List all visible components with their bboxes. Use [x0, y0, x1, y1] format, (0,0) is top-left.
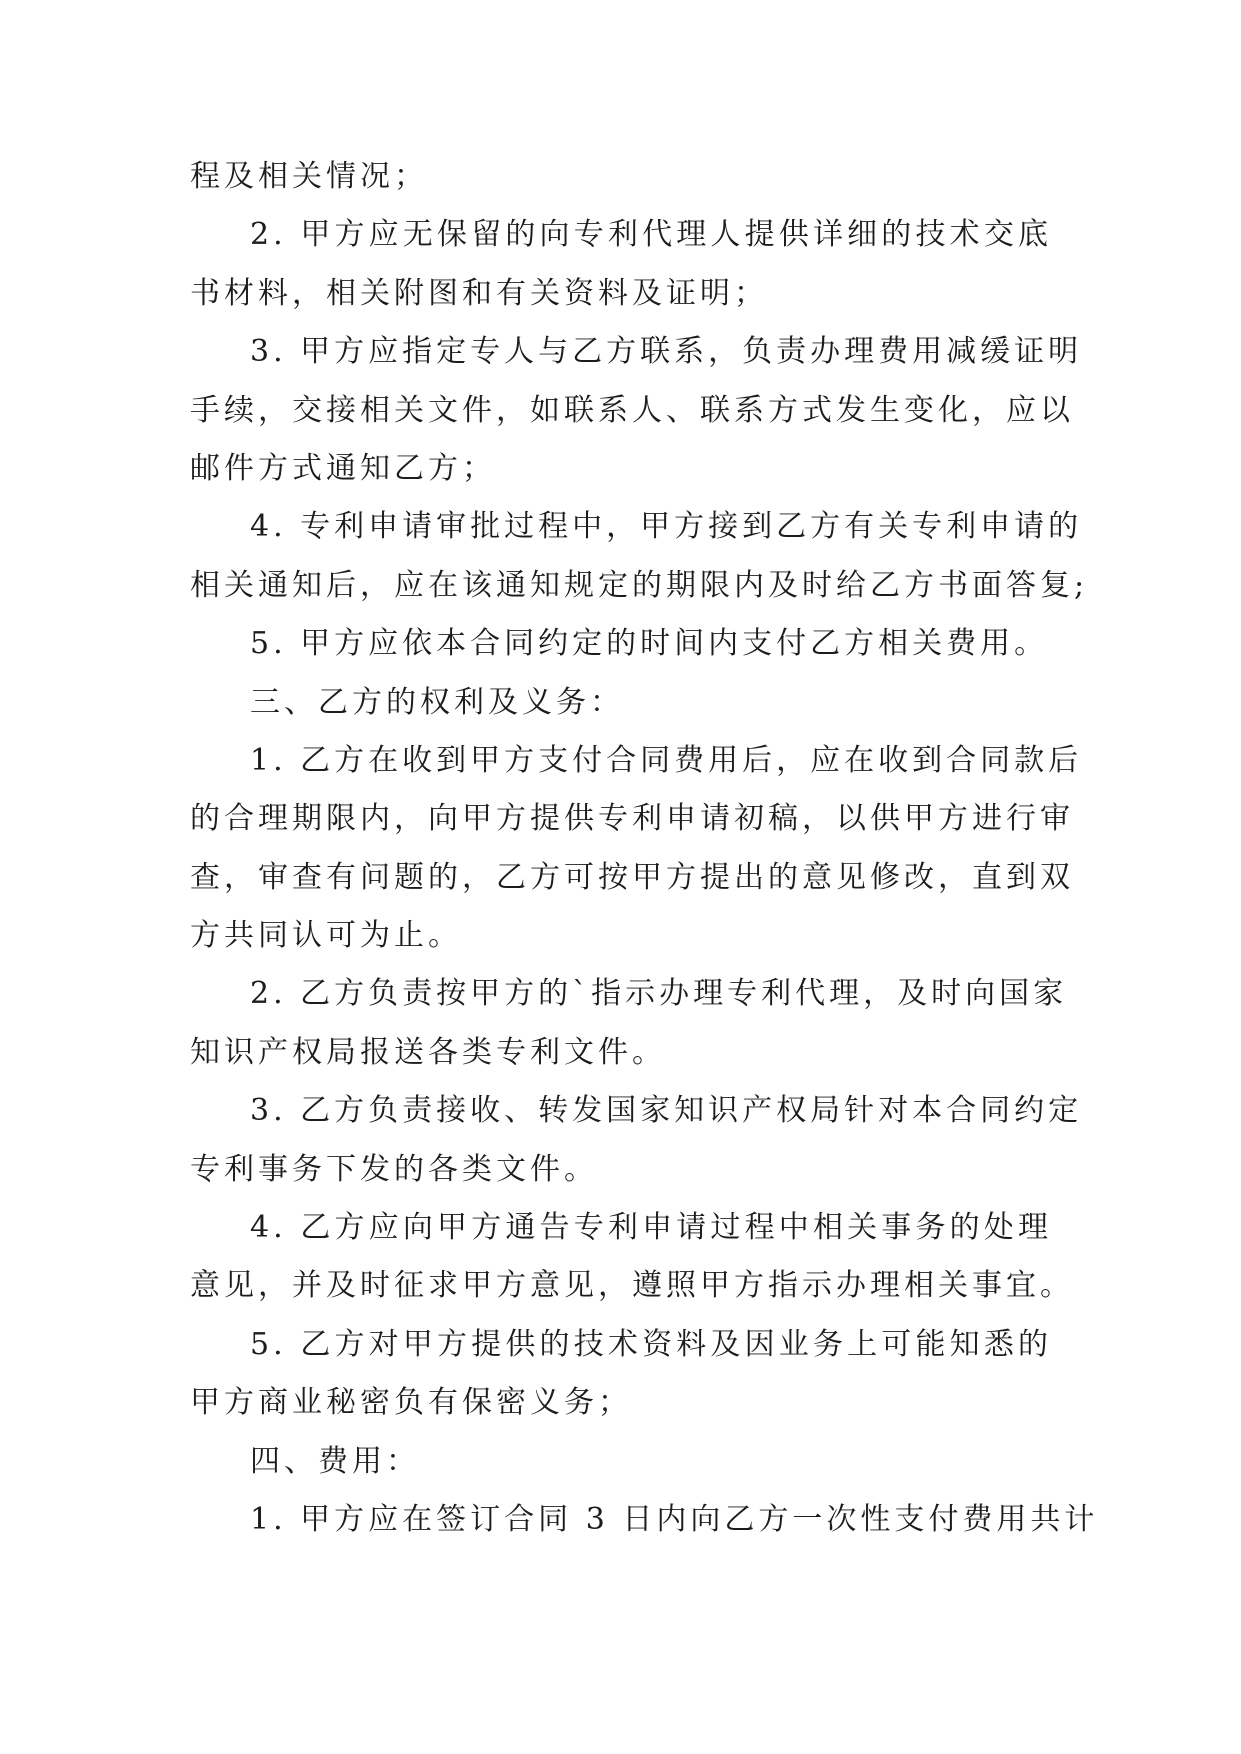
text-line: 邮件方式通知乙方；	[190, 450, 496, 486]
text-line: 4. 乙方应向甲方通告专利申请过程中相关事务的处理	[250, 1210, 1052, 1246]
text-line: 5. 乙方对甲方提供的技术资料及因业务上可能知悉的	[250, 1326, 1052, 1362]
text-line: 4. 专利申请审批过程中，甲方接到乙方有关专利申请的	[250, 509, 1083, 545]
text-line: 手续，交接相关文件，如联系人、联系方式发生变化，应以	[190, 392, 1074, 428]
section-heading: 四、费用：	[250, 1443, 420, 1479]
text-line: 书材料，相关附图和有关资料及证明；	[190, 275, 768, 311]
text-line: 1. 甲方应在签订合同 3 日内向乙方一次性支付费用共计	[250, 1501, 1099, 1537]
text-line: 5. 甲方应依本合同约定的时间内支付乙方相关费用。	[250, 626, 1049, 662]
text-line: 意见，并及时征求甲方意见，遵照甲方指示办理相关事宜。	[190, 1268, 1074, 1304]
text-line: 的合理期限内，向甲方提供专利申请初稿，以供甲方进行审	[190, 801, 1074, 837]
text-line: 2. 甲方应无保留的向专利代理人提供详细的技术交底	[250, 217, 1052, 253]
text-line: 查，审查有问题的，乙方可按甲方提出的意见修改，直到双	[190, 859, 1074, 895]
text-line: 3. 乙方负责接收、转发国家知识产权局针对本合同约定	[250, 1093, 1083, 1129]
document-body	[190, 148, 1099, 1549]
text-line: 1. 乙方在收到甲方支付合同费用后，应在收到合同款后	[250, 742, 1083, 778]
text-line: 方共同认可为止。	[190, 918, 462, 954]
text-line: 知识产权局报送各类专利文件。	[190, 1034, 666, 1070]
text-line: 相关通知后，应在该通知规定的期限内及时给乙方书面答复;	[190, 567, 1089, 603]
section-heading: 三、乙方的权利及义务：	[250, 684, 624, 720]
text-line: 甲方商业秘密负有保密义务；	[190, 1385, 632, 1421]
text-line: 3. 甲方应指定专人与乙方联系，负责办理费用减缓证明	[250, 334, 1083, 370]
text-line: 专利事务下发的各类文件。	[190, 1151, 598, 1187]
text-line: 2. 乙方负责按甲方的`指示办理专利代理，及时向国家	[250, 976, 1068, 1012]
text-line: 程及相关情况；	[190, 159, 428, 194]
